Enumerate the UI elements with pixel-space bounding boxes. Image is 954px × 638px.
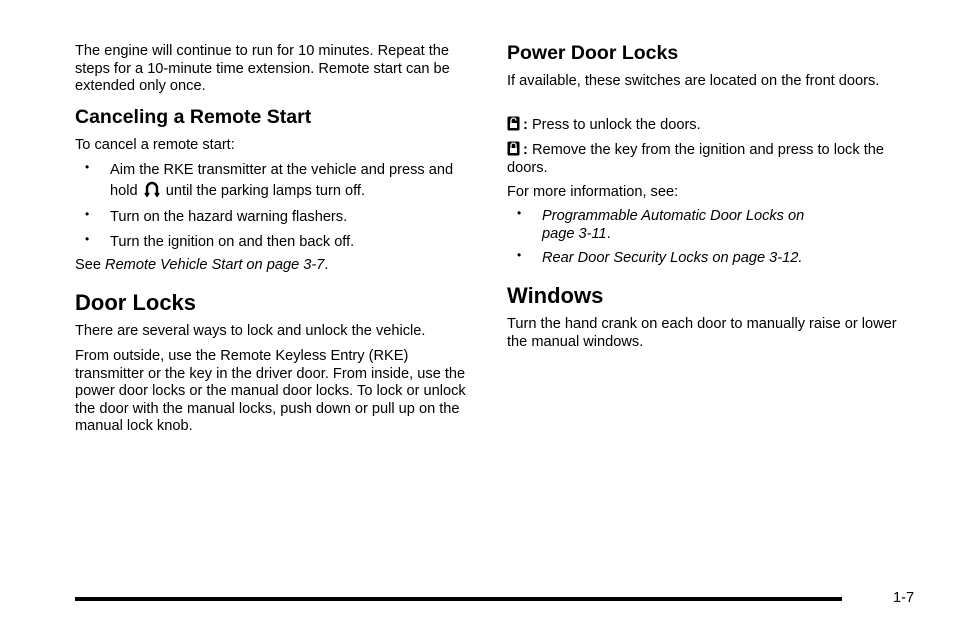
lock-icon [507, 141, 520, 156]
list-item: • Programmable Automatic Door Locks on page 3-11. [517, 206, 805, 242]
more-info-text: For more information, see: [507, 184, 679, 200]
list-item: • Turn on the hazard warning flashers. [85, 207, 348, 226]
cancel-intro: To cancel a remote start: [75, 137, 235, 153]
unlock-icon [507, 116, 520, 131]
power-door-locks-heading: Power Door Locks [507, 42, 679, 64]
footer-rule [75, 597, 842, 601]
windows-paragraph: Turn the hand crank on each door to manually raise or lower the manual windows. [507, 316, 897, 350]
power-door-locks-paragraph: If available, these switches are located on the front doors. [507, 73, 880, 89]
remote-start-icon [144, 180, 160, 197]
door-locks-paragraph-2: From outside, use the Remote Keyless Entry (RKE) transmitter or the key in the driver door. From inside, use the power door locks or the manual door locks. To lock or unlock the door with the manual locks, push down or pull up on the manual lock knob. [75, 348, 466, 435]
see-reference: See Remote Vehicle Start on page 3-7. [75, 257, 329, 273]
list-item: • Aim the RKE transmitter at the vehicle and press and hold until the parking lamps turn off. [85, 160, 454, 199]
lock-switch-description: : Remove the key from the ignition and press to lock the doors. [507, 142, 884, 176]
door-locks-paragraph-1: There are several ways to lock and unlock the vehicle. [75, 323, 426, 339]
more-info-list [507, 208, 907, 268]
windows-heading: Windows [507, 283, 604, 308]
page-number: 1-7 [893, 590, 915, 606]
list-item: • Rear Door Security Locks on page 3-12. [517, 248, 803, 267]
cancel-steps-list [75, 162, 470, 251]
unlock-switch-description: : Press to unlock the doors. [507, 116, 907, 135]
intro-paragraph: The engine will continue to run for 10 minutes. Repeat the steps for a 10-minute time extension. Remote start can be extended only once. [75, 43, 450, 95]
canceling-remote-start-heading: Canceling a Remote Start [75, 106, 312, 128]
list-item: • Turn the ignition on and then back off. [85, 231, 355, 250]
door-locks-heading: Door Locks [75, 290, 197, 315]
